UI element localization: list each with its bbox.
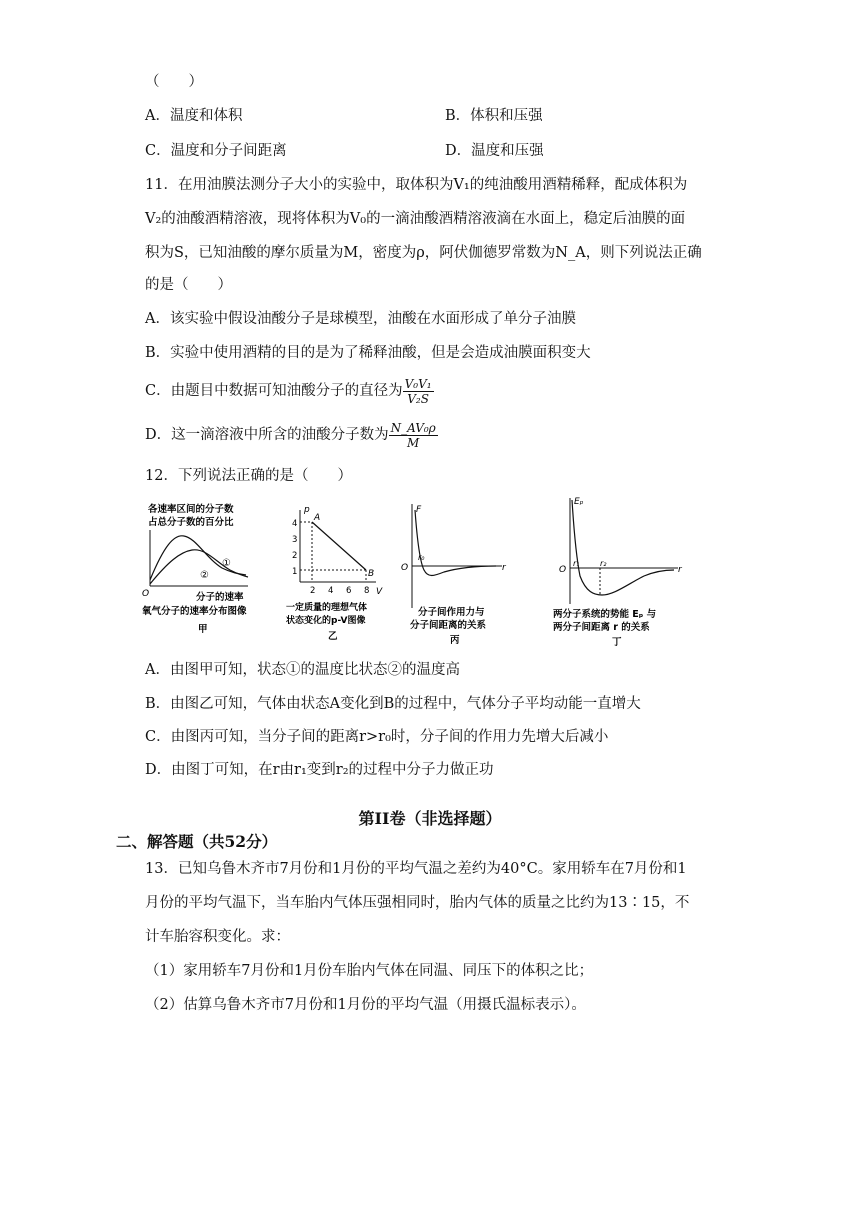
fig-jia-header1: 各速率区间的分子数 [148,504,234,515]
q11-option-d-numerator: N_AV₀ρ [390,420,436,435]
fig-jia-curve-1 [150,536,246,580]
fig-yi-xtick-2: 2 [310,586,316,596]
fig-jia-x-label: 分子的速率 [196,592,244,603]
fig-bing-origin: O [401,563,409,573]
q12-option-a: A．由图甲可知，状态①的温度比状态②的温度高 [145,662,460,678]
q12-stem: 12．下列说法正确的是（ ） [145,468,352,484]
fig-ding-origin: O [559,565,567,575]
fig-bing-caption2: 分子间距离的关系 [410,620,487,631]
fig-yi-process-line [312,522,366,570]
fig-jia-header2: 占总分子数的百分比 [148,517,234,528]
q11-stem-line4: 的是（ ） [145,277,232,293]
fig-bing-caption1: 分子间作用力与 [418,607,485,618]
section-title: 二、解答题（共52分） [116,832,278,851]
fig-yi-xtick-8: 8 [364,586,370,596]
q10-option-a: A．温度和体积 [145,108,243,124]
q11-stem-line1: 11．在用油膜法测分子大小的实验中，取体积为V₁的纯油酸用酒精稀释，配成体积为 [145,177,688,193]
volume-title: 第II卷（非选择题） [358,809,502,828]
fig-yi-point-a: A [314,513,321,523]
fig-jia-curve-2-label: ② [200,570,209,581]
fig-yi-caption1: 一定质量的理想气体 [286,603,368,613]
q11-option-d-denominator: M [407,435,420,450]
figure-bing [398,498,516,653]
fig-yi-y-label: p [304,505,310,515]
q13-stem-line2: 月份的平均气温下，当车胎内气体压强相同时，胎内气体的质量之比约为13∶15，不 [145,895,690,911]
q11-stem-line3: 积为S，已知油酸的摩尔质量为M，密度为ρ，阿伏伽德罗常数为N_A，则下列说法正确 [145,245,702,261]
q11-option-c-text: C．由题目中数据可知油酸分子的直径为 [145,383,403,399]
fig-ding-energy-curve [572,500,674,595]
fig-bing-x-label: r [502,563,506,573]
q11-option-c-numerator: V₀V₁ [404,376,432,391]
q11-option-d-fraction [389,421,438,450]
fig-jia-tag: 甲 [198,624,208,635]
figure-jia [140,498,270,643]
q11-option-a: A．该实验中假设油酸分子是球模型，油酸在水面形成了单分子油膜 [145,311,576,327]
q11-stem-line2: V₂的油酸酒精溶液，现将体积为V₀的一滴油酸酒精溶液滴在水面上，稳定后油膜的面 [145,211,686,227]
q13-subquestion-2: （2）估算乌鲁木齐市7月份和1月份的平均气温（用摄氏温标表示）。 [145,997,586,1013]
figure-ding [548,492,688,652]
fig-jia-origin: O [142,589,150,599]
fig-yi-tag: 乙 [328,631,338,642]
fig-yi-xtick-6: 6 [346,586,352,596]
q11-option-d [145,418,438,452]
fig-bing-r0-label: r₀ [418,553,425,562]
fig-bing-y-label: F [416,505,422,515]
fig-yi-caption2: 状态变化的p-V图像 [286,616,366,626]
q10-blank: （ ） [145,74,203,90]
q10-option-b: B．体积和压强 [445,108,543,124]
q13-subquestion-1: （1）家用轿车7月份和1月份车胎内气体在同温、同压下的体积之比； [145,963,594,979]
q11-option-b: B．实验中使用酒精的目的是为了稀释油酸，但是会造成油膜面积变大 [145,345,591,361]
fig-jia-curve-2 [150,550,248,584]
q10-option-d: D．温度和压强 [445,143,544,159]
fig-yi-ytick-4: 4 [292,519,298,529]
fig-ding-caption1: 两分子系统的势能 Eₚ 与 [553,609,657,620]
q12-option-d: D．由图丁可知，在r由r₁变到r₂的过程中分子力做正功 [145,762,494,778]
fig-ding-y-label: Eₚ [574,497,584,507]
fig-bing-tag: 丙 [450,635,460,646]
q11-option-c-denominator: V₂S [407,391,429,406]
q11-option-c-fraction [403,377,434,406]
fig-yi-ytick-1: 1 [292,567,298,577]
fig-ding-tag: 丁 [612,637,622,648]
fig-yi-ytick-3: 3 [292,535,298,545]
q11-option-c [145,374,434,408]
fig-jia-curve-1-label: ① [222,558,231,569]
fig-ding-x-label: r [678,565,682,575]
q11-option-d-text: D．这一滴溶液中所含的油酸分子数为 [145,427,389,443]
figure-yi [280,498,390,653]
fig-ding-r1-label: r₁ [573,559,580,568]
fig-yi-xtick-4: 4 [328,586,334,596]
fig-jia-caption: 氧气分子的速率分布图像 [142,606,247,617]
q13-stem-line1: 13．已知乌鲁木齐市7月份和1月份的平均气温之差约为40°C。家用轿车在7月份和1 [145,861,687,877]
fig-ding-r2-label: r₂ [600,559,607,568]
fig-yi-x-label: V [376,587,383,597]
fig-ding-caption2: 两分子间距离 r 的关系 [553,622,650,633]
fig-yi-point-b: B [368,569,375,579]
q12-option-c: C．由图丙可知，当分子间的距离r>r₀时，分子间的作用力先增大后减小 [145,729,609,745]
fig-yi-ytick-2: 2 [292,551,298,561]
q10-option-c: C．温度和分子间距离 [145,143,287,159]
q13-stem-line3: 计车胎容积变化。求： [145,929,290,945]
q12-option-b: B．由图乙可知，气体由状态A变化到B的过程中，气体分子平均动能一直增大 [145,696,641,712]
